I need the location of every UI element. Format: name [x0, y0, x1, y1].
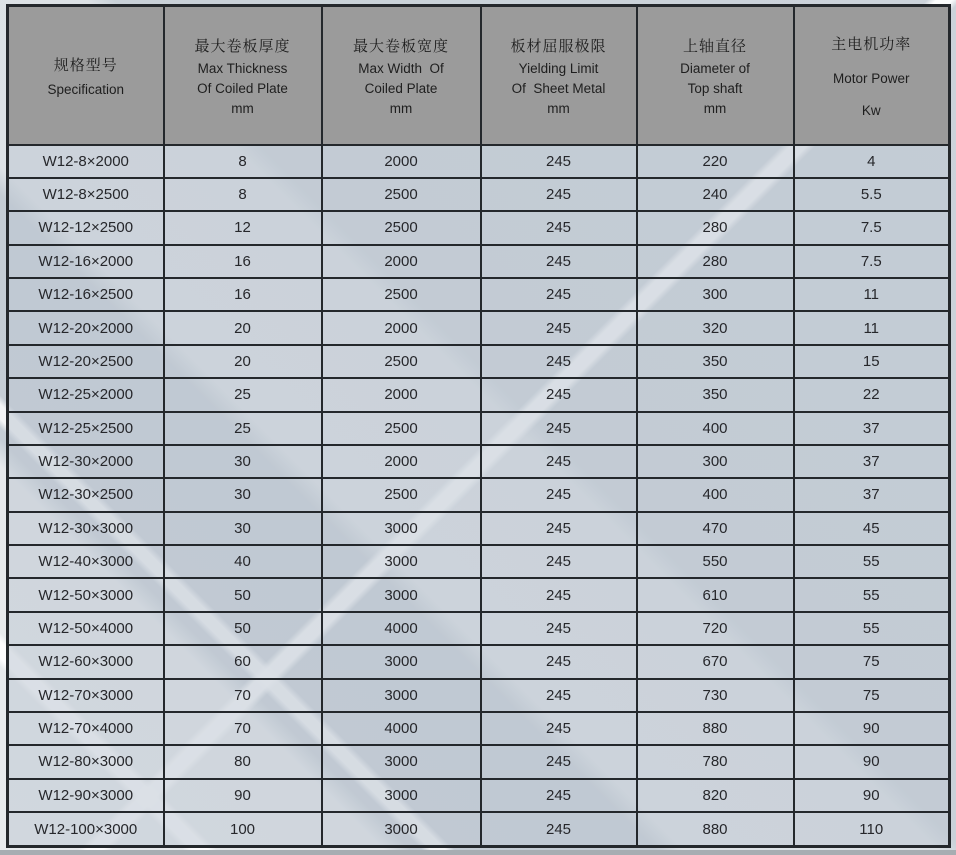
- table-cell: 2500: [322, 412, 481, 445]
- table-row: [8, 211, 950, 244]
- table-cell: 780: [637, 745, 794, 778]
- table-cell: 4000: [322, 612, 481, 645]
- header-label-unit: mm: [231, 100, 254, 116]
- table-cell: 40: [164, 545, 322, 578]
- table-row: [8, 278, 950, 311]
- cell-specification: W12-30×3000: [8, 512, 164, 545]
- cell-specification: W12-25×2000: [8, 378, 164, 411]
- table-cell: 12: [164, 211, 322, 244]
- table-cell: 15: [794, 345, 950, 378]
- cell-specification: W12-16×2500: [8, 278, 164, 311]
- table-head: [8, 6, 950, 145]
- table-cell: 2000: [322, 445, 481, 478]
- table-row: [8, 679, 950, 712]
- table-cell: 100: [164, 812, 322, 847]
- header-label-unit: mm: [389, 100, 413, 116]
- table-cell: 90: [164, 779, 322, 812]
- table-row: [8, 545, 950, 578]
- header-cell-lines: [9, 7, 163, 144]
- table-header-row: [8, 6, 950, 145]
- table-cell: 80: [164, 745, 322, 778]
- table-cell: 55: [794, 545, 950, 578]
- header-label-en: Diameter of: [680, 60, 750, 76]
- table-cell: 470: [637, 512, 794, 545]
- table-cell: 8: [164, 145, 322, 178]
- table-cell: 7.5: [794, 245, 950, 278]
- table-cell: 2500: [322, 178, 481, 211]
- cell-specification: W12-70×4000: [8, 712, 164, 745]
- table-row: [8, 478, 950, 511]
- table-cell: 2000: [322, 145, 481, 178]
- header-cell-lines: [482, 7, 636, 144]
- table-cell: 20: [164, 311, 322, 344]
- table-cell: 3000: [322, 679, 481, 712]
- table-cell: 245: [481, 345, 637, 378]
- table-cell: 37: [794, 478, 950, 511]
- table-cell: 280: [637, 211, 794, 244]
- table-cell: 90: [794, 745, 950, 778]
- cell-specification: W12-100×3000: [8, 812, 164, 847]
- table-cell: 25: [164, 412, 322, 445]
- table-cell: 245: [481, 145, 637, 178]
- header-cell-yielding-limit: [481, 6, 637, 145]
- header-label-unit: Kw: [861, 102, 881, 118]
- header-label-en: Specification: [47, 81, 125, 97]
- table-cell: 300: [637, 278, 794, 311]
- table-cell: 245: [481, 478, 637, 511]
- table-cell: 25: [164, 378, 322, 411]
- table-cell: 70: [164, 712, 322, 745]
- table-row: [8, 812, 950, 847]
- table-cell: 245: [481, 745, 637, 778]
- header-cell-motor-power: [794, 6, 950, 145]
- table-cell: 30: [164, 445, 322, 478]
- table-cell: 2000: [322, 311, 481, 344]
- header-cell-top-shaft-diameter: [637, 6, 794, 145]
- header-label-en: Coiled Plate: [364, 80, 438, 96]
- header-cell-max-thickness: [164, 6, 322, 145]
- table-cell: 90: [794, 712, 950, 745]
- table-cell: 4000: [322, 712, 481, 745]
- table-row: [8, 712, 950, 745]
- header-label-en: Yielding Limit: [518, 60, 599, 76]
- table-cell: 245: [481, 779, 637, 812]
- cell-specification: W12-8×2500: [8, 178, 164, 211]
- table-cell: 245: [481, 578, 637, 611]
- table-cell: 55: [794, 612, 950, 645]
- table-row: [8, 245, 950, 278]
- specification-table: [6, 4, 951, 848]
- table-cell: 220: [637, 145, 794, 178]
- table-cell: 240: [637, 178, 794, 211]
- specification-table-container: [6, 4, 948, 848]
- table-cell: 5.5: [794, 178, 950, 211]
- header-label-en: Top shaft: [687, 80, 743, 96]
- cell-specification: W12-20×2000: [8, 311, 164, 344]
- table-row: [8, 779, 950, 812]
- table-cell: 2000: [322, 245, 481, 278]
- table-cell: 550: [637, 545, 794, 578]
- table-cell: 3000: [322, 745, 481, 778]
- table-cell: 245: [481, 311, 637, 344]
- table-row: [8, 445, 950, 478]
- header-label-unit: mm: [547, 100, 570, 116]
- table-cell: 22: [794, 378, 950, 411]
- header-label-en: Motor Power: [832, 70, 910, 86]
- table-cell: 350: [637, 378, 794, 411]
- table-row: [8, 145, 950, 178]
- table-cell: 720: [637, 612, 794, 645]
- cell-specification: W12-50×4000: [8, 612, 164, 645]
- table-cell: 245: [481, 679, 637, 712]
- table-cell: 2500: [322, 345, 481, 378]
- header-cell-lines: [795, 7, 949, 144]
- table-cell: 50: [164, 612, 322, 645]
- cell-specification: W12-40×3000: [8, 545, 164, 578]
- header-label-zh: 最大卷板宽度: [352, 37, 449, 55]
- table-cell: 16: [164, 278, 322, 311]
- table-cell: 245: [481, 245, 637, 278]
- cell-specification: W12-70×3000: [8, 679, 164, 712]
- table-cell: 37: [794, 412, 950, 445]
- table-cell: 730: [637, 679, 794, 712]
- table-row: [8, 578, 950, 611]
- cell-specification: W12-60×3000: [8, 645, 164, 678]
- table-cell: 245: [481, 378, 637, 411]
- table-cell: 880: [637, 712, 794, 745]
- table-cell: 610: [637, 578, 794, 611]
- table-cell: 400: [637, 478, 794, 511]
- table-cell: 50: [164, 578, 322, 611]
- table-row: [8, 345, 950, 378]
- header-cell-specification: [8, 6, 164, 145]
- header-label-en: Max Width Of: [358, 60, 444, 76]
- table-cell: 670: [637, 645, 794, 678]
- header-label-zh: 最大卷板厚度: [194, 37, 291, 55]
- table-cell: 245: [481, 178, 637, 211]
- table-cell: 245: [481, 412, 637, 445]
- table-cell: 75: [794, 679, 950, 712]
- table-row: [8, 612, 950, 645]
- cell-specification: W12-25×2500: [8, 412, 164, 445]
- table-cell: 55: [794, 578, 950, 611]
- table-cell: 11: [794, 311, 950, 344]
- table-row: [8, 645, 950, 678]
- cell-specification: W12-16×2000: [8, 245, 164, 278]
- table-cell: 820: [637, 779, 794, 812]
- table-cell: 37: [794, 445, 950, 478]
- header-cell-max-width: [322, 6, 481, 145]
- table-row: [8, 311, 950, 344]
- header-label-unit: mm: [703, 100, 727, 116]
- table-cell: 2500: [322, 478, 481, 511]
- cell-specification: W12-90×3000: [8, 779, 164, 812]
- cell-specification: W12-20×2500: [8, 345, 164, 378]
- header-label-en: Of Coiled Plate: [197, 80, 288, 96]
- table-cell: 11: [794, 278, 950, 311]
- table-row: [8, 745, 950, 778]
- cell-specification: W12-12×2500: [8, 211, 164, 244]
- header-cell-lines: [323, 7, 480, 144]
- table-cell: 3000: [322, 512, 481, 545]
- table-cell: 3000: [322, 812, 481, 847]
- table-row: [8, 378, 950, 411]
- header-label-zh: 主电机功率: [831, 35, 912, 53]
- table-row: [8, 178, 950, 211]
- cell-specification: W12-80×3000: [8, 745, 164, 778]
- table-cell: 110: [794, 812, 950, 847]
- table-cell: 245: [481, 712, 637, 745]
- table-cell: 280: [637, 245, 794, 278]
- table-cell: 320: [637, 311, 794, 344]
- header-cell-lines: [165, 7, 321, 144]
- table-cell: 7.5: [794, 211, 950, 244]
- header-label-en: Of Sheet Metal: [511, 80, 606, 96]
- table-cell: 30: [164, 512, 322, 545]
- table-cell: 245: [481, 278, 637, 311]
- table-cell: 75: [794, 645, 950, 678]
- header-label-zh: 板材屈服极限: [510, 37, 607, 55]
- table-cell: 2500: [322, 278, 481, 311]
- table-cell: 90: [794, 779, 950, 812]
- table-cell: 245: [481, 645, 637, 678]
- table-cell: 60: [164, 645, 322, 678]
- table-cell: 45: [794, 512, 950, 545]
- header-label-en: Max Thickness: [197, 60, 288, 76]
- table-cell: 2500: [322, 211, 481, 244]
- table-cell: 20: [164, 345, 322, 378]
- cell-specification: W12-30×2000: [8, 445, 164, 478]
- table-row: [8, 412, 950, 445]
- table-cell: 30: [164, 478, 322, 511]
- cell-specification: W12-50×3000: [8, 578, 164, 611]
- table-cell: 8: [164, 178, 322, 211]
- header-label-zh: 上轴直径: [682, 37, 747, 55]
- table-cell: 400: [637, 412, 794, 445]
- table-cell: 3000: [322, 645, 481, 678]
- cell-specification: W12-30×2500: [8, 478, 164, 511]
- table-cell: 245: [481, 512, 637, 545]
- table-cell: 16: [164, 245, 322, 278]
- table-cell: 245: [481, 211, 637, 244]
- table-row: [8, 512, 950, 545]
- bottom-edge-strip: [0, 850, 956, 855]
- table-cell: 4: [794, 145, 950, 178]
- table-cell: 70: [164, 679, 322, 712]
- table-cell: 3000: [322, 578, 481, 611]
- table-cell: 880: [637, 812, 794, 847]
- table-cell: 245: [481, 545, 637, 578]
- table-cell: 245: [481, 612, 637, 645]
- table-cell: 350: [637, 345, 794, 378]
- table-cell: 300: [637, 445, 794, 478]
- table-cell: 3000: [322, 545, 481, 578]
- header-label-zh: 规格型号: [53, 56, 118, 74]
- table-body: [8, 145, 950, 847]
- table-cell: 3000: [322, 779, 481, 812]
- cell-specification: W12-8×2000: [8, 145, 164, 178]
- table-cell: 245: [481, 445, 637, 478]
- table-cell: 245: [481, 812, 637, 847]
- table-cell: 2000: [322, 378, 481, 411]
- header-cell-lines: [638, 7, 793, 144]
